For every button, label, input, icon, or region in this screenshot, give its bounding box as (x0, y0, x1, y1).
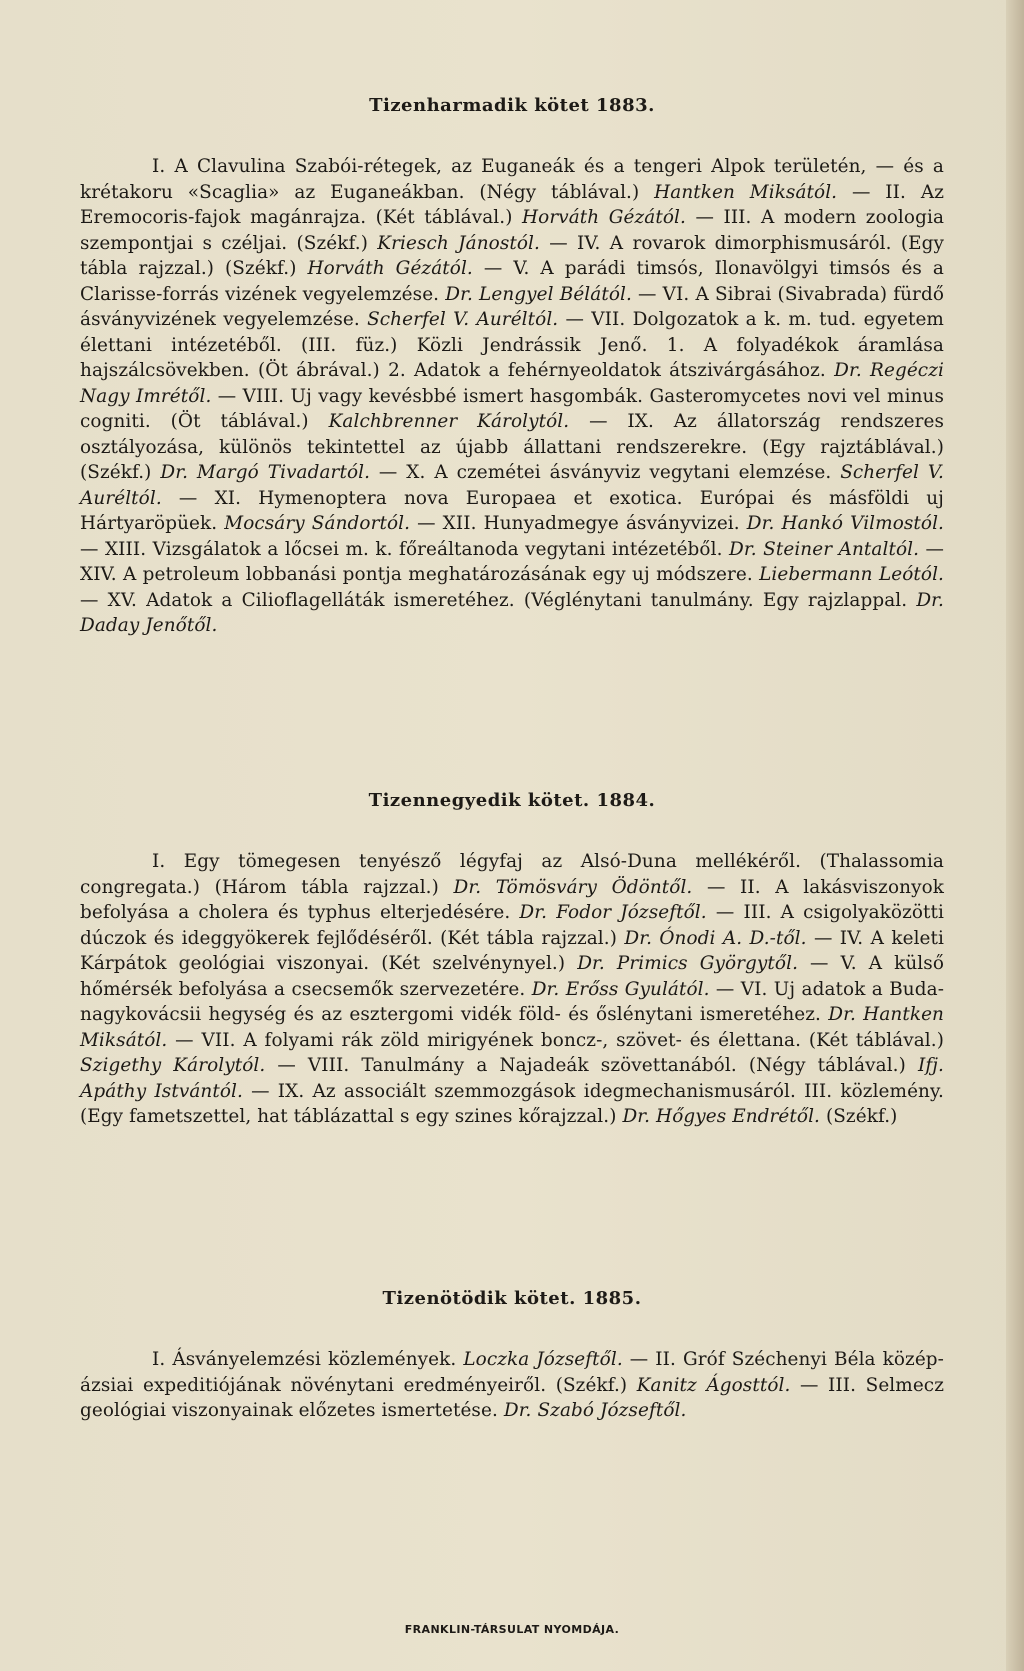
entry-text: I. Egy tömegesen tenyésző légyfaj az Alsó-Duna mellékéről. (Thalassomia congregata.) (Három tábla rajzzal.) (80, 851, 944, 898)
author-name: Dr. Hőgyes Endrétől. (622, 1106, 821, 1127)
entry-text: — XV. Adatok a Cilioflagelláták ismeretéhez. (Véglénytani tanulmány. Egy rajzlappal. (80, 589, 917, 611)
author-name: Dr. Regéczi Nagy Imrétől. (80, 360, 944, 407)
entry-text: — X. A czemétei ásványviz vegytani elemzése. (370, 462, 841, 483)
author-name: Ifj. Apáthy Istvántól. (80, 1055, 944, 1102)
entry-text: — II. A lakásviszonyok befolyása a cholera és typhus elterjedésére. (80, 876, 944, 923)
entry-text: — XIII. Vizsgálatok a lőcsei m. k. főreáltanoda vegytani intézetéből. (80, 538, 730, 560)
author-name: Scherfel V. Auréltól. (367, 309, 559, 330)
author-name: Dr. Hankó Vilmostól. (746, 513, 945, 534)
author-name: Kanitz Ágosttól. (636, 1374, 791, 1396)
volume-14-heading: Tizennegyedik kötet. 1884. (368, 790, 656, 811)
volume-13-contents (80, 154, 944, 639)
author-name: Dr. Steiner Antaltól. (729, 538, 920, 560)
author-name: Dr. Lengyel Bélától. (445, 283, 632, 305)
entry-text: — XIV. A petroleum lobbanási pontja meghatározásának egy uj módszere. (80, 538, 945, 585)
entry-text: — VIII. Uj vagy kevésbbé ismert hasgombák. Gasteromycetes novi vel minus cogniti. (Öt táblával.) (80, 385, 944, 432)
entry-text: — IX. Az állatország rendszeres osztályozása, különös tekintettel az újabb állattani rendszerekre. (Egy rajztáblával.) (Székf.) (80, 411, 945, 483)
author-name: Dr. Fodor Józseftől. (519, 902, 707, 923)
author-name: Horváth Gézától. (522, 207, 686, 228)
author-name: Dr. Ónodi A. D.-től. (624, 927, 807, 949)
volume-15-section (80, 1288, 944, 1424)
author-name: Liebermann Leótól. (759, 564, 944, 585)
author-name: Dr. Szabó Józseftől. (503, 1400, 687, 1421)
entry-text: — III. A csigolyaközötti dúczok és ideggyökerek fejlődéséről. (Két tábla rajzzal.) (80, 902, 944, 949)
entry-text: — VI. A Sibrai (Sivabrada) fürdő ásványvizének vegyelemzése. (80, 283, 944, 330)
author-name: Loczka Józseftől. (463, 1349, 623, 1370)
entry-text: — III. A modern zoologia szempontjai s czéljai. (Székf.) (80, 207, 945, 254)
entry-text: — III. Selmecz geológiai viszonyainak előzetes ismertetése. (80, 1374, 944, 1421)
author-name: Dr. Margó Tivadartól. (160, 462, 371, 483)
author-name: Dr. Daday Jenőtől. (80, 589, 944, 636)
author-name: Mocsáry Sándortól. (224, 513, 411, 534)
entry-text: — IV. A rovarok dimorphismusáról. (Egy tábla rajzzal.) (Székf.) (80, 232, 944, 279)
entry-text: — VII. A folyami rák zöld mirigyének boncz-, szövet- és élettana. (Két táblával.) (167, 1029, 944, 1051)
entry-text: — VIII. Tanulmány a Najadeák szövettanából. (Négy táblával.) (265, 1055, 918, 1076)
author-name: Scherfel V. Auréltól. (80, 462, 944, 509)
volume-15-heading: Tizenötödik kötet. 1885. (382, 1288, 642, 1309)
author-name: Horváth Gézától. (307, 258, 473, 279)
entry-text: — VI. Uj adatok a Buda-nagykovácsii hegység és az esztergomi vidék föld- és őslénytani ismeretéhez. (80, 978, 945, 1025)
entry-text: — IX. Az associált szemmozgások idegmechanismusáról. III. közlemény. (Egy fametszettel, hat táblázattal s egy szines kőrajzzal.) (80, 1080, 944, 1127)
entry-text: I. Ásványelemzési közlemények. (152, 1349, 464, 1370)
entry-text: I. A Clavulina Szabói-rétegek, az Euganeák és a tengeri Alpok területén, — és a krétakoru «Scaglia» az Euganeákban. (Négy táblával.) (80, 156, 944, 203)
entry-text: — V. A külső hőmérsék befolyása a csecsemők szervezetére. (80, 953, 944, 1000)
entry-text: — VII. Dolgozatok a k. m. tud. egyetem élettani intézetéből. (III. füz.) Közli Jendrássik Jenő. 1. A folyadékok áramlása hajszálcsövekben. (Öt ábrával.) 2. Adatok a fehérnyeoldatok átszivárgásához. (80, 309, 944, 381)
volume-14-section (80, 790, 944, 1130)
volume-14-contents (80, 849, 944, 1130)
author-name: Dr. Primics Györgytől. (577, 953, 799, 974)
entry-text: — II. Gróf Széchenyi Béla közép-ázsiai expeditiójának növénytani eredményeiről. (Székf.) (80, 1349, 944, 1396)
author-name: Kalchbrenner Károlytól. (328, 411, 570, 432)
entry-text: — XI. Hymenoptera nova Europaea et exotica. Európai és másföldi uj Hártyaröpüek. (80, 487, 944, 534)
entry-text: (Székf.) (820, 1106, 898, 1127)
author-name: Dr. Hantken Miksától. (80, 1004, 944, 1051)
entry-text: — II. Az Eremocoris-fajok magánrajza. (Két táblával.) (80, 181, 944, 228)
volume-15-contents (80, 1347, 944, 1424)
volume-13-section (80, 95, 944, 639)
author-name: Hantken Miksától. (654, 181, 838, 203)
entry-text: — XII. Hunyadmegye ásványvizei. (410, 513, 747, 534)
page-edge-shadow (1006, 0, 1024, 1671)
author-name: Kriesch Jánostól. (377, 232, 540, 254)
volume-13-heading: Tizenharmadik kötet 1883. (369, 95, 655, 116)
author-name: Szigethy Károlytól. (80, 1055, 266, 1076)
author-name: Dr. Erőss Gyulától. (531, 978, 710, 1000)
entry-text: — IV. A keleti Kárpátok geológiai viszonyai. (Két szelvénynyel.) (80, 927, 945, 974)
printer-imprint: FRANKLIN-TÁRSULAT NYOMDÁJA. (404, 1623, 620, 1636)
entry-text: — V. A parádi timsós, Ilonavölgyi timsós és a Clarisse-forrás vizének vegyelemzése. (80, 258, 944, 305)
author-name: Dr. Tömösváry Ödöntől. (453, 876, 693, 898)
